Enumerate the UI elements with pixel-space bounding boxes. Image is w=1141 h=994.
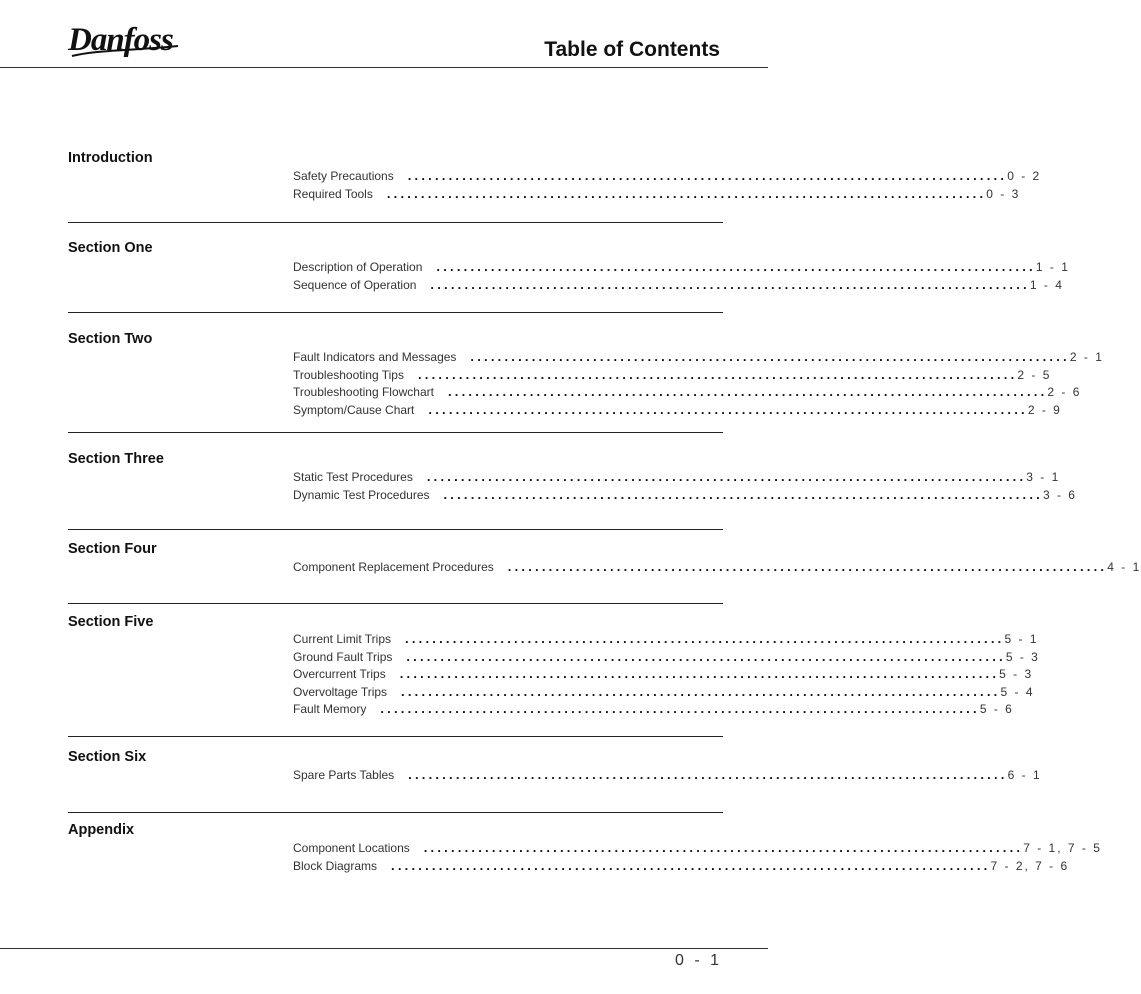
entry-page: 3 - 1 [1026, 470, 1061, 484]
entry-page: 5 - 3 [999, 667, 1034, 681]
entry-label: Description of Operation [293, 260, 423, 274]
toc-entry[interactable] [293, 767, 1042, 785]
section-divider [68, 812, 723, 813]
toc-entry[interactable] [293, 366, 1052, 385]
entry-label: Spare Parts Tables [293, 768, 395, 782]
section-divider [68, 736, 723, 737]
entry-page: 0 - 3 [986, 186, 1021, 201]
entry-page: 5 - 6 [979, 702, 1014, 716]
entry-label: Component Locations [293, 841, 410, 855]
entry-page: 2 - 1 [1069, 350, 1104, 364]
section-divider [68, 222, 723, 223]
toc-entry[interactable] [293, 559, 1141, 577]
leader-dots: ........................................................................................ [470, 349, 1070, 364]
entry-page: 7 - 2, 7 - 6 [990, 858, 1070, 873]
entry-page: 7 - 1, 7 - 5 [1023, 841, 1102, 855]
section-divider [68, 603, 723, 604]
entry-label: Symptom/Cause Chart [293, 402, 415, 417]
leader-dots: ........................................................................................ [386, 185, 987, 201]
leader-dots: ........................................................................................ [408, 767, 1008, 782]
footer-divider [0, 948, 768, 949]
section-title: Section One [68, 240, 153, 256]
section-title: Introduction [68, 150, 153, 166]
entry-page: 5 - 3 [1005, 649, 1040, 664]
entry-page: 2 - 6 [1047, 385, 1082, 399]
header-divider [0, 67, 768, 68]
toc-entry[interactable] [293, 648, 1040, 667]
toc-entry[interactable] [293, 840, 1102, 858]
entry-label: Overcurrent Trips [293, 667, 386, 681]
entry-page: 1 - 4 [1029, 277, 1064, 292]
toc-entry[interactable] [293, 349, 1104, 367]
leader-dots: ........................................................................................ [405, 631, 1005, 646]
leader-dots: ........................................................................................ [428, 401, 1028, 417]
entry-label: Overvoltage Trips [293, 684, 388, 699]
leader-dots: ........................................................................................ [399, 666, 1000, 681]
leader-dots: ........................................................................................ [430, 276, 1030, 292]
leader-dots: ........................................................................................ [436, 259, 1036, 274]
section-title: Section Five [68, 614, 154, 630]
entry-label: Sequence of Operation [293, 277, 417, 292]
toc-entry[interactable] [293, 401, 1062, 420]
entry-label: Fault Memory [293, 702, 367, 716]
entry-page: 2 - 5 [1017, 367, 1052, 382]
leader-dots: ........................................................................................ [380, 701, 980, 716]
entry-label: Component Replacement Procedures [293, 560, 494, 574]
leader-dots: ........................................................................................ [406, 648, 1006, 664]
entry-page: 6 - 1 [1007, 768, 1042, 782]
leader-dots: ........................................................................................ [417, 366, 1018, 382]
entry-label: Block Diagrams [293, 858, 378, 873]
entry-label: Safety Precautions [293, 169, 394, 183]
leader-dots: ........................................................................................ [391, 857, 991, 873]
toc-entry[interactable] [293, 168, 1042, 186]
entry-page: 5 - 1 [1004, 632, 1039, 646]
entry-page: 5 - 4 [1000, 684, 1035, 699]
leader-dots: ........................................................................................ [447, 384, 1048, 399]
toc-entry[interactable] [293, 666, 1034, 684]
section-title: Section Six [68, 749, 147, 765]
leader-dots: ........................................................................................ [423, 840, 1024, 855]
toc-entry[interactable] [293, 857, 1070, 876]
section-divider [68, 312, 723, 313]
section-title: Appendix [68, 822, 135, 838]
section-title: Section Three [68, 451, 164, 467]
entry-label: Troubleshooting Tips [293, 367, 404, 382]
leader-dots: ........................................................................................ [401, 683, 1001, 699]
leader-dots: ........................................................................................ [426, 469, 1027, 484]
toc-entry[interactable] [293, 701, 1014, 719]
leader-dots: ........................................................................................ [507, 559, 1108, 574]
entry-page: 1 - 1 [1035, 260, 1070, 274]
entry-label: Troubleshooting Flowchart [293, 385, 434, 399]
entry-label: Ground Fault Trips [293, 649, 393, 664]
section-title: Section Four [68, 541, 157, 557]
danfoss-logo [66, 20, 186, 64]
section-title: Section Two [68, 331, 153, 347]
entry-label: Required Tools [293, 186, 373, 201]
leader-dots: ........................................................................................ [407, 168, 1008, 183]
entry-label: Fault Indicators and Messages [293, 350, 457, 364]
toc-entry[interactable] [293, 185, 1021, 204]
page-number: 0 - 1 [674, 952, 722, 969]
page-title: Table of Contents [544, 38, 720, 61]
toc-entry[interactable] [293, 486, 1077, 505]
section-divider [68, 432, 723, 433]
toc-entry[interactable] [293, 276, 1064, 295]
section-divider [68, 529, 723, 530]
toc-entry[interactable] [293, 469, 1061, 487]
toc-entry[interactable] [293, 683, 1035, 702]
toc-entry[interactable] [293, 384, 1082, 402]
entry-label: Static Test Procedures [293, 470, 413, 484]
entry-page: 3 - 6 [1042, 487, 1077, 502]
entry-label: Dynamic Test Procedures [293, 487, 430, 502]
leader-dots: ........................................................................................ [443, 486, 1043, 502]
entry-page: 4 - 1 [1107, 560, 1141, 574]
entry-label: Current Limit Trips [293, 632, 392, 646]
toc-entry[interactable] [293, 631, 1039, 649]
entry-page: 2 - 9 [1027, 402, 1062, 417]
logo-wordmark: Danfoss [68, 22, 173, 58]
toc-entry[interactable] [293, 259, 1070, 277]
entry-page: 0 - 2 [1007, 169, 1042, 183]
